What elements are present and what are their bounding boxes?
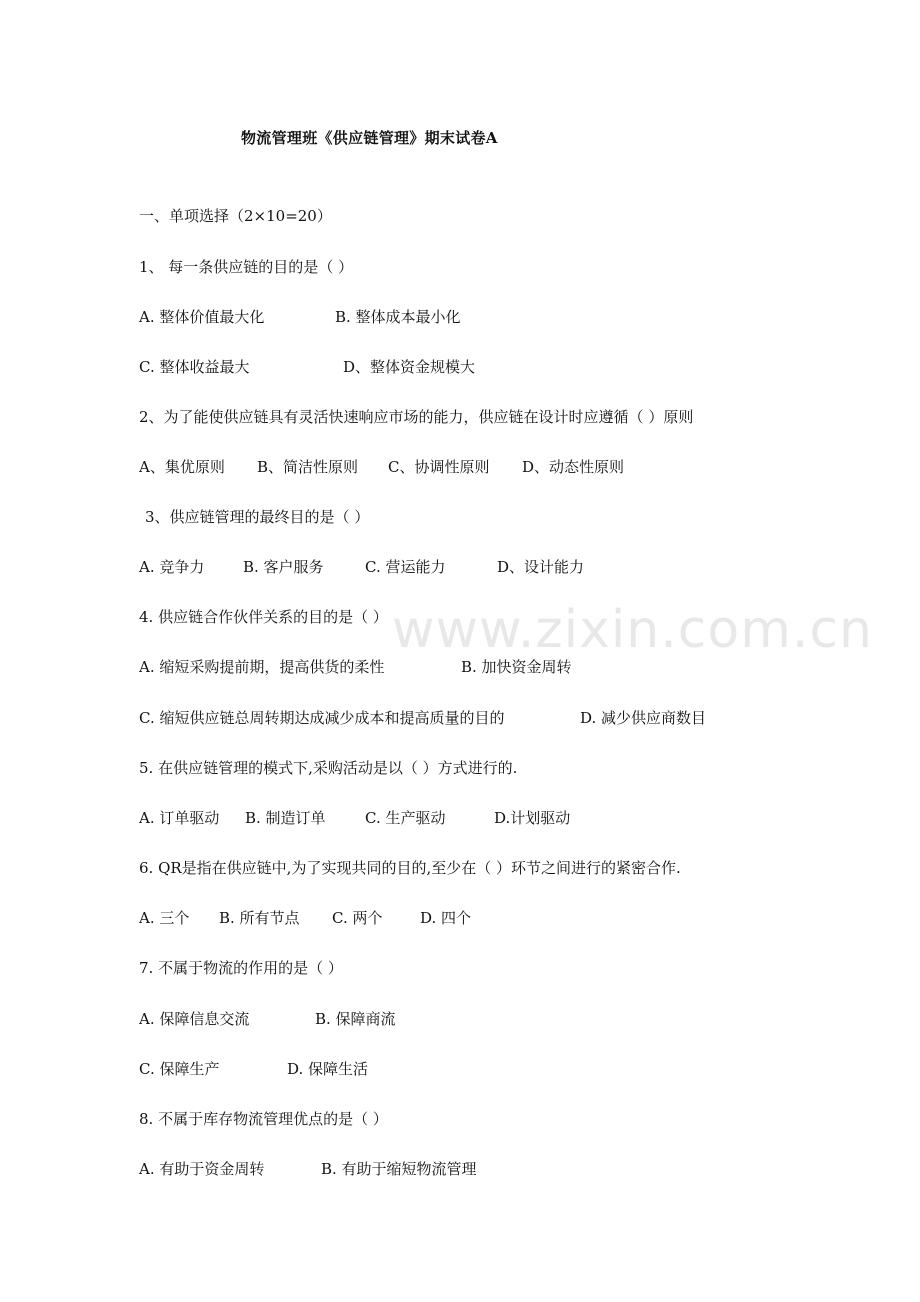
question-3-option-c: C. 营运能力 bbox=[365, 558, 446, 576]
question-4-option-a: A. 缩短采购提前期，提高供货的柔性 bbox=[139, 658, 385, 676]
question-6-option-b: B. 所有节点 bbox=[219, 909, 300, 927]
watermark: www.zixin.com.cn bbox=[392, 600, 873, 660]
question-2-option-c: C、协调性原则 bbox=[388, 458, 490, 476]
question-4-option-b: B. 加快资金周转 bbox=[461, 658, 572, 676]
question-3-option-b: B. 客户服务 bbox=[243, 558, 324, 576]
question-2-option-a: A、集优原则 bbox=[139, 458, 225, 476]
question-6-option-c: C. 两个 bbox=[332, 909, 383, 927]
question-1-option-b: B. 整体成本最小化 bbox=[335, 308, 461, 326]
question-7-option-a: A. 保障信息交流 bbox=[139, 1010, 250, 1028]
question-1-option-d: D、整体资金规模大 bbox=[343, 358, 476, 376]
question-6-option-a: A. 三个 bbox=[139, 909, 190, 927]
question-4-option-d: D. 减少供应商数目 bbox=[580, 709, 707, 727]
question-7-option-d: D. 保障生活 bbox=[287, 1060, 369, 1078]
exam-title: 物流管理班《供应链管理》期末试卷A bbox=[241, 129, 498, 147]
question-1-stem: 1、 每一条供应链的目的是（ ） bbox=[139, 258, 354, 276]
question-5-option-a: A. 订单驱动 bbox=[139, 809, 220, 827]
section-heading: 一、单项选择（2×10=20） bbox=[139, 207, 332, 225]
question-4-option-c: C. 缩短供应链总周转期达成减少成本和提高质量的目的 bbox=[139, 709, 505, 727]
question-7-option-b: B. 保障商流 bbox=[315, 1010, 396, 1028]
question-1-option-a: A. 整体价值最大化 bbox=[139, 308, 265, 326]
question-8-option-b: B. 有助于缩短物流管理 bbox=[321, 1160, 477, 1178]
question-3-stem: 3、供应链管理的最终目的是（ ） bbox=[145, 508, 370, 526]
question-7-option-c: C. 保障生产 bbox=[139, 1060, 220, 1078]
question-5-option-b: B. 制造订单 bbox=[245, 809, 326, 827]
question-6-stem: 6. QR是指在供应链中,为了实现共同的目的,至少在（ ）环节之间进行的紧密合作. bbox=[139, 859, 681, 877]
question-2-option-b: B、简洁性原则 bbox=[257, 458, 359, 476]
question-3-option-d: D、设计能力 bbox=[497, 558, 585, 576]
question-5-option-d: D.计划驱动 bbox=[494, 809, 571, 827]
question-5-option-c: C. 生产驱动 bbox=[365, 809, 446, 827]
question-2-option-d: D、动态性原则 bbox=[522, 458, 625, 476]
question-7-stem: 7. 不属于物流的作用的是（ ） bbox=[139, 959, 343, 977]
question-8-stem: 8. 不属于库存物流管理优点的是（ ） bbox=[139, 1110, 388, 1128]
question-2-stem: 2、为了能使供应链具有灵活快速响应市场的能力，供应链在设计时应遵循（ ）原则 bbox=[139, 408, 694, 426]
question-1-option-c: C. 整体收益最大 bbox=[139, 358, 250, 376]
question-6-option-d: D. 四个 bbox=[420, 909, 472, 927]
question-8-option-a: A. 有助于资金周转 bbox=[139, 1160, 265, 1178]
question-5-stem: 5. 在供应链管理的模式下,采购活动是以（ ）方式进行的. bbox=[139, 759, 518, 777]
question-4-stem: 4. 供应链合作伙伴关系的目的是（ ） bbox=[139, 608, 388, 626]
question-3-option-a: A. 竞争力 bbox=[139, 558, 205, 576]
